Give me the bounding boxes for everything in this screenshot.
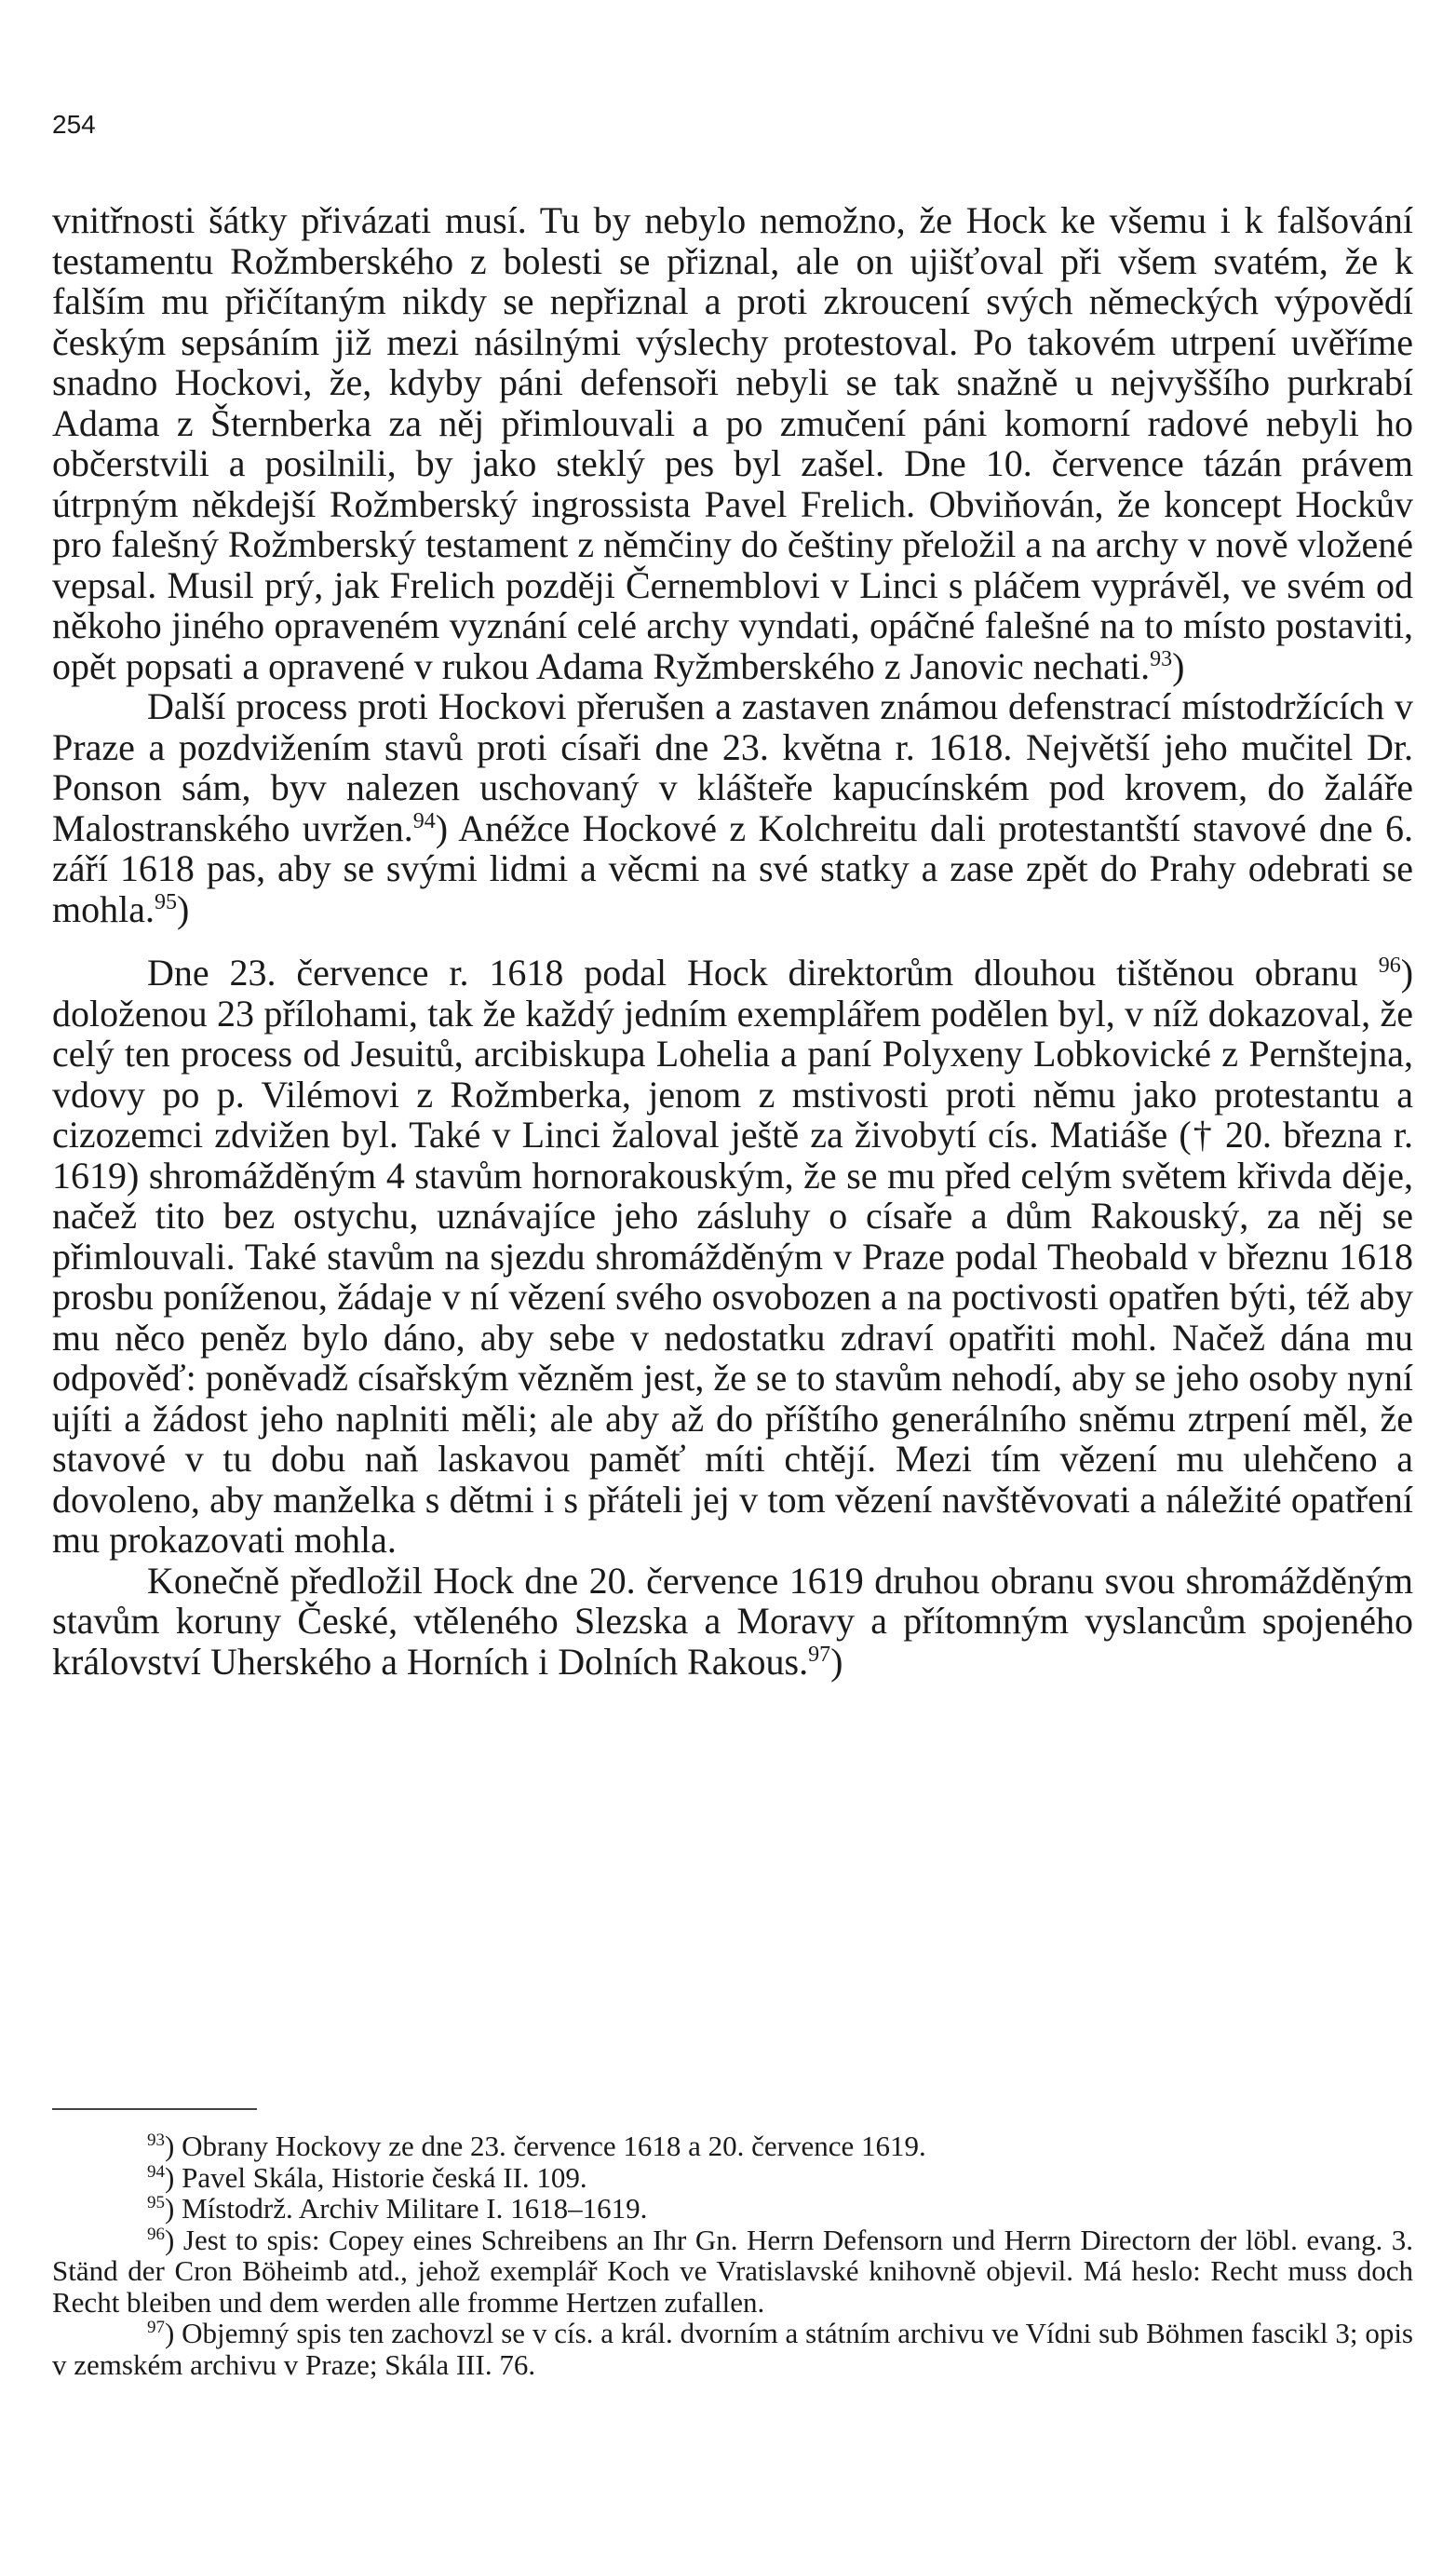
footnote-ref-93: 93 [1150,646,1173,671]
paragraph-4: Konečně předložil Hock dne 20. července 1619 druhou obranu svou shromážděným stavům koruny České, vtěleného Slezska a Moravy a přítomným vyslancům spojeného království Uherského a Horních i Dolních Rakous.$^{97}$) [52,1559,1413,1683]
footnotes [52,2130,1413,2380]
footnote-text: Jest to spis: Copey eines Schreibens an Ihr Gn. Herrn Defensorn und Herrn Directorn der löbl. evang. 3. Ständ der Cron Böheimb atd., jehož exemplář Koch ve Vratislavské knihovně objevil. Má heslo: Recht muss doch Recht bleiben und dem werden alle fromme Hertzen zufallen. [52,2223,1414,2319]
page-number: 254 [52,110,96,139]
footnote-marker: 94 [147,2161,165,2182]
footnote-text: Objemný spis ten zachovzl se v cís. a král. dvorním a státním archivu ve Vídni sub Böhmen fascikl 3; opis v zemském archivu v Praze; Skála III. 76. [52,2317,1413,2381]
footnote-ref-95: 95 [154,889,177,914]
footnote-93: $^{93}$) Obrany Hockovy ze dne 23. července 1618 a 20. července 1619. [147,2130,926,2162]
footnote-ref-94: 94 [412,808,436,833]
paragraph-3: Dne 23. července r. 1618 podal Hock direktorům dlouhou tištěnou obranu $^{96}$) doloženou 23 přílohami, tak že každý jedním exemplářem podělen byl, v níž dokazoval, že celý ten process od Jesuitů, arcibiskupa Lohelia a paní Polyxeny Lobkovické z Pernštejna, vdovy po p. Vilémovi z Rožmberka, jenom z mstivosti proti němu jako protestantu a cizozemci zdvižen byl. Také v Linci žaloval ještě za živobytí cís. Matiáše († 20. března r. 1619) shromážděným 4 stavům hornorakouským, že se mu před celým světem křivda děje, načež tito bez ostychu, uznávajíce jeho zásluhy o císaře a dům Rakouský, za něj se přimlouvali. Také stavům na sjezdu shromážděným v Praze podal Theobald v březnu 1618 prosbu poníženou, žádaje v ní vězení svého osvobozen a na poctivosti opatřen býti, též aby mu něco peněz bylo dáno, aby sebe v nedostatku zdraví opatřiti mohl. Načež dána mu odpověď: poněvadž císařským vězněm jest, že se to stavům nehodí, aby se jeho osoby nyní ujíti a žádost jeho naplniti měli; ale aby až do příštího generálního sněmu ztrpení měl, že stavové v tu dobu naň laskavou paměť míti chtějí. Mezi tím vězení mu ulehčeno a dovoleno, aby manželka s dětmi i s přáteli jej v tom vězení navštěvovati a náležité opatření mu prokazovati mohla. [52,952,1414,1561]
footnote-94: $^{94}$) Pavel Skála, Historie česká II. 109. [147,2160,587,2194]
footnote-marker: 95 [147,2193,165,2212]
footnote-marker: 93 [147,2130,165,2150]
paragraph-2b-text: Anéžce Hockové z Kolchreitu dali protestantští stavové dne 6. září 1618 pas, aby se svými lidmi a věcmi na své statky a zase zpět do Prahy odebrati se mohla. [52,806,1413,930]
paragraph-1-text: vnitřnosti šátky přivázati musí. Tu by nebylo nemožno, že Hock ke všemu i k falšování testamentu Rožmberského z bolesti se přiznal, ale on ujišťoval při všem svatém, že k falším mu přičítaným nikdy se nepřiznal a proti zkroucení svých německých výpovědí českým sepsáním již mezi násilnými výslechy protestoval. Po takovém utrpení uvěříme snadno Hockovi, že, kdyby páni defensoři nebyli se tak snažně u nejvyššího purkrabí Adama z Šternberka za něj přimlouvali a po zmučení páni komorní radové nebyli ho občerstvili a posilnili, by jako steklý pes byl zašel. Dne 10. července tázán právem útrpným někdejší Rožmberský ingrossista Pavel Frelich. Obviňován, že koncept Hockův pro falešný Rožmberský testament z němčiny do češtiny přeložil a na archy v nově vložené vepsal. Musil prý, jak Frelich později Černemblovi v Linci s pláčem vyprávěl, ve svém od někoho jiného opraveném vyznání celé archy vyndati, opáčné falešné na to místo postaviti, opět popsati a opravené v rukou Adama Ryžmberského z Janovic nechati. [52,199,1413,687]
paragraph-2: Další process proti Hockovi přerušen a zastaven známou defenstrací místodržících v Praze a pozdvižením stavů proti císaři dne 23. května r. 1618. Největší jeho mučitel Dr. Ponson sám, byv nalezen uschovaný v klášteře kapucínském pod krovem, do žaláře Malostranského uvržen.$^{94}$) Anéžce Hockové z Kolchreitu dali protestantští stavové dne 6. září 1618 pas, aby se svými lidmi a věcmi na své statky a zase zpět do Prahy odebrati se mohla.$^{95}$) [52,685,1413,930]
paragraph-1: vnitřnosti šátky přivázati musí. Tu by nebylo nemožno, že Hock ke všemu i k falšování testamentu Rožmberského z bolesti se přiznal, ale on ujišťoval při všem svatém, že k falším mu přičítaným nikdy se nepřiznal a proti zkroucení svých německých výpovědí českým sepsáním již mezi násilnými výslechy protestoval. Po takovém utrpení uvěříme snadno Hockovi, že, kdyby páni defensoři nebyli se tak snažně u nejvyššího purkrabí Adama z Šternberka za něj přimlouvali a po zmučení páni komorní radové nebyli ho občerstvili a posilnili, by jako steklý pes byl zašel. Dne 10. července tázán právem útrpným někdejší Rožmberský ingrossista Pavel Frelich. Obviňován, že koncept Hockův pro falešný Rožmberský testament z němčiny do češtiny přeložil a na archy v nově vložené vepsal. Musil prý, jak Frelich později Černemblovi v Linci s pláčem vyprávěl, ve svém od někoho jiného opraveném vyznání celé archy vyndati, opáčné falešné na to místo postaviti, opět popsati a opravené v rukou Adama Ryžmberského z Janovic nechati.$^{93}$) [52,199,1413,687]
footnote-divider [52,2108,257,2110]
footnote-text: Pavel Skála, Historie česká II. 109. [182,2160,587,2194]
footnote-ref-97: 97 [808,1642,831,1667]
paragraph-3b-text: doloženou 23 přílohami, tak že každý jedním exemplářem podělen byl, v níž dokazoval, že celý ten process od Jesuitů, arcibiskupa Lohelia a paní Polyxeny Lobkovické z Pernštejna, vdovy po p. Vilémovi z Rožmberka, jenom z mstivosti proti němu jako protestantu a cizozemci zdvižen byl. Také v Linci žaloval ještě za živobytí cís. Matiáše († 20. března r. 1619) shromážděným 4 stavům hornorakouským, že se mu před celým světem křivda děje, načež tito bez ostychu, uznávajíce jeho zásluhy o císaře a dům Rakouský, za něj se přimlouvali. Také stavům na sjezdu shromážděným v Praze podal Theobald v březnu 1618 prosbu poníženou, žádaje v ní vězení svého osvobozen a na poctivosti opatřen býti, též aby mu něco peněz bylo dáno, aby sebe v nedostatku zdraví opatřiti mohl. Načež dána mu odpověď: poněvadž císařským vězněm jest, že se to stavům nehodí, aby se jeho osoby nyní ujíti a žádost jeho naplniti měli; ale aby až do příštího generálního sněmu ztrpení měl, že stavové v tu dobu naň laskavou paměť míti chtějí. Mezi tím vězení mu ulehčeno a dovoleno, aby manželka s dětmi i s přáteli jej v tom vězení navštěvovati a náležité opatření mu prokazovati mohla. [52,992,1413,1561]
footnote-95: $^{95}$) Místodrž. Archiv Militare I. 1618–1619. [147,2192,648,2225]
main-text [52,200,1413,1682]
footnote-97: $^{97}$) Objemný spis ten zachovzl se v cís. a král. dvorním a státním archivu ve Vídni sub Böhmen fascikl 3; opis v zemském archivu v Praze; Skála III. 76. [52,2317,1413,2381]
footnote-marker: 96 [147,2224,165,2244]
paragraph-2-text: Další process proti Hockovi přerušen a zastaven známou defenstrací místodržících v Praze a pozdvižením stavů proti císaři dne 23. května r. 1618. Největší jeho mučitel Dr. Ponson sám, byv nalezen uschovaný v klášteře kapucínském pod krovem, do žaláře Malostranského uvržen. [52,685,1413,849]
footnote-96: $^{96}$) Jest to spis: Copey eines Schreibens an Ihr Gn. Herrn Defensorn und Herrn Directorn der löbl. evang. 3. Ständ der Cron Böheimb atd., jehož exemplář Koch ve Vratislavské knihovně objevil. Má heslo: Recht muss doch Recht bleiben und dem werden alle fromme Hertzen zufallen. [52,2223,1414,2319]
footnote-text: Místodrž. Archiv Militare I. 1618–1619. [182,2192,648,2225]
paragraph-4-text: Konečně předložil Hock dne 20. července 1619 druhou obranu svou shromážděným stavům koruny České, vtěleného Slezska a Moravy a přítomným vyslancům spojeného království Uherského a Horních i Dolních Rakous. [52,1559,1413,1683]
paragraph-3a-text: Dne 23. července r. 1618 podal Hock direktorům dlouhou tištěnou obranu [147,952,1358,994]
footnote-text: Obrany Hockovy ze dne 23. července 1618 a 20. července 1619. [182,2130,926,2162]
footnote-ref-96: 96 [1378,954,1401,978]
footnote-marker: 97 [147,2318,165,2337]
